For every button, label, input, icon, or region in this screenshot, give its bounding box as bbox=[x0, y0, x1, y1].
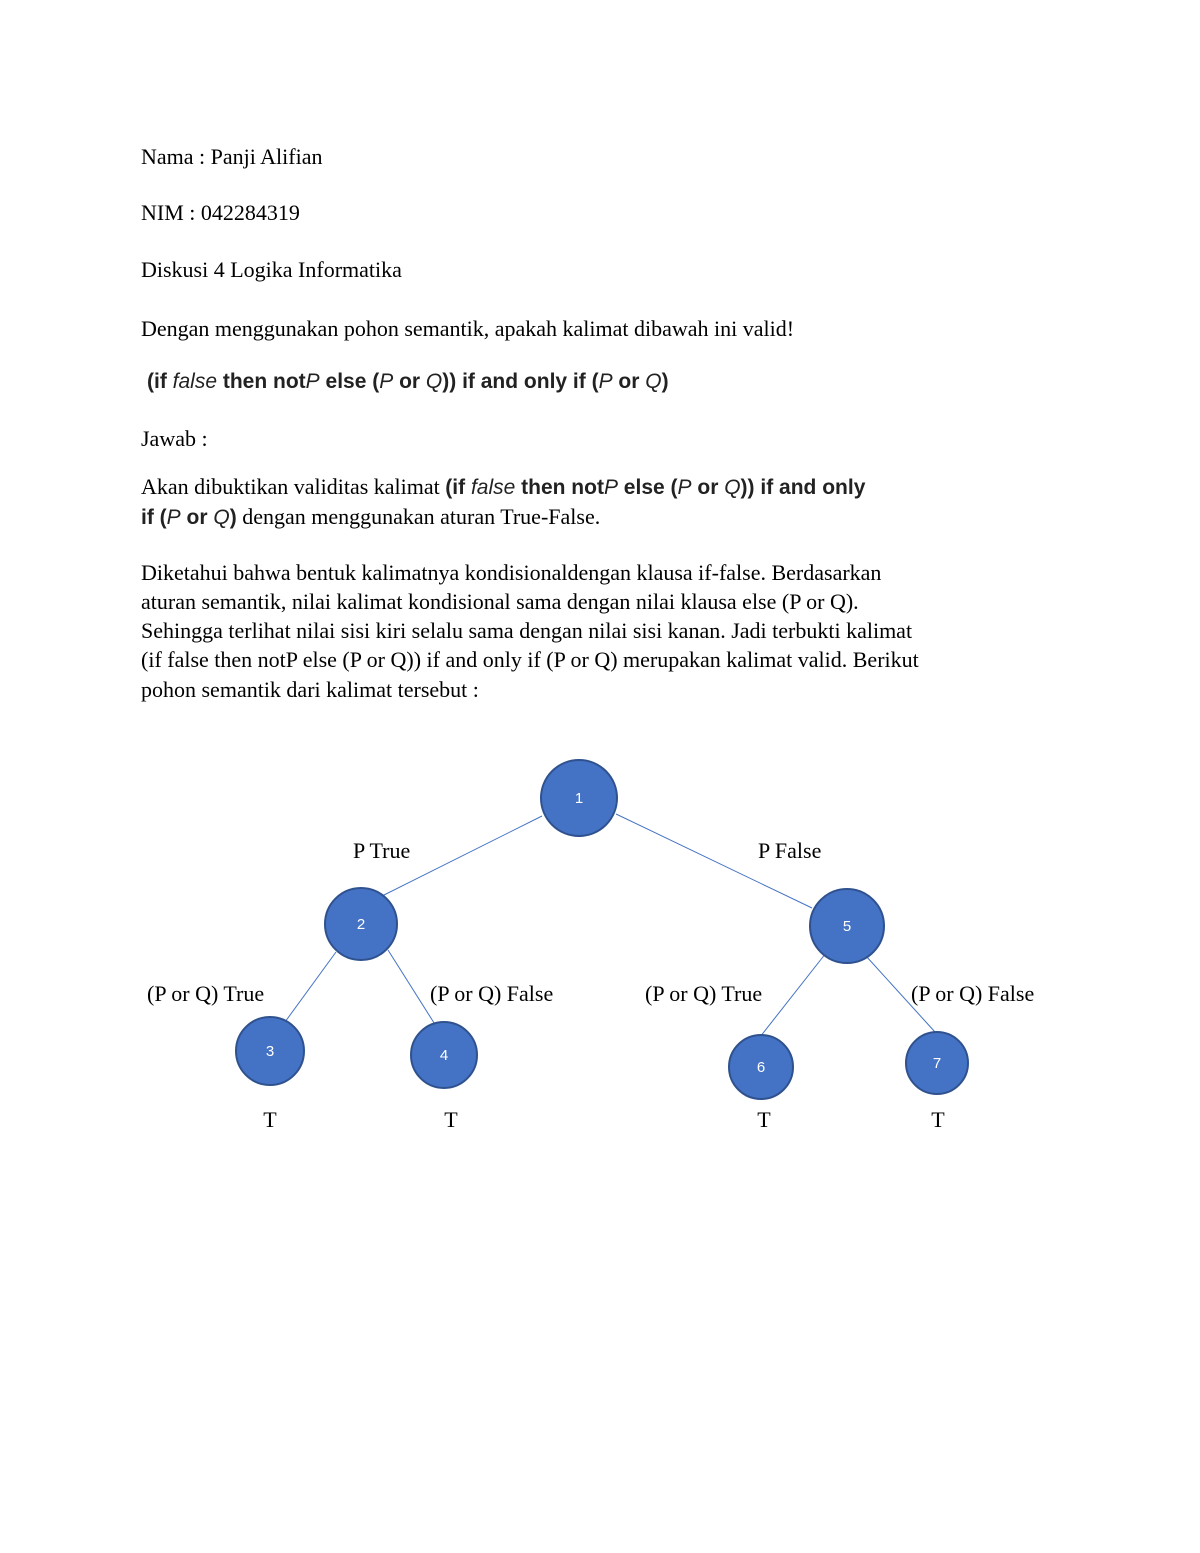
tree-node-3 bbox=[236, 1017, 304, 1085]
leaf-value-3: T bbox=[263, 1107, 277, 1132]
formula-part: if ( bbox=[141, 506, 167, 529]
tree-node-5 bbox=[810, 889, 884, 963]
tree-node-7 bbox=[906, 1032, 968, 1094]
intro-text: Akan dibuktikan validitas kalimat bbox=[141, 474, 446, 499]
leaf-value-7: T bbox=[931, 1107, 945, 1132]
paragraph-line: (if false then notP else (P or Q)) if and only if (P or Q) merupakan kalimat valid. Berikut bbox=[141, 647, 919, 672]
formula-part: else ( bbox=[319, 370, 380, 393]
formula-var: Q bbox=[213, 506, 230, 529]
intro-formula-2 bbox=[141, 506, 237, 529]
formula-var: Q bbox=[425, 370, 443, 393]
question-formula bbox=[147, 368, 669, 396]
formula-part: ) bbox=[229, 506, 237, 529]
edge-label-pq-false-left: (P or Q) False bbox=[430, 981, 554, 1006]
answer-label: Jawab : bbox=[141, 426, 208, 451]
edge-2-4 bbox=[388, 950, 436, 1026]
edge-5-6 bbox=[760, 953, 826, 1037]
formula-var: P bbox=[166, 506, 181, 529]
intro-text: dengan menggunakan aturan True-False. bbox=[236, 504, 601, 529]
intro-formula-1 bbox=[445, 476, 865, 499]
formula-part: )) if and only bbox=[740, 476, 866, 499]
edge-label-pq-true-left: (P or Q) True bbox=[147, 981, 265, 1006]
formula-part: (if bbox=[445, 476, 471, 499]
formula-part: )) if and only if ( bbox=[442, 370, 599, 393]
formula-var: P bbox=[305, 370, 320, 393]
formula-part: (if bbox=[147, 370, 173, 393]
formula-var: Q bbox=[645, 370, 662, 393]
paragraph-line: aturan semantik, nilai kalimat kondisional sama dengan nilai klausa else (P or Q). bbox=[141, 589, 859, 614]
formula-part: or bbox=[393, 370, 426, 393]
formula-part: then not bbox=[515, 476, 604, 499]
student-nim: NIM : 042284319 bbox=[141, 200, 300, 225]
paragraph-line: pohon semantik dari kalimat tersebut : bbox=[141, 677, 479, 702]
node-label: 6 bbox=[756, 1059, 766, 1076]
node-label: 2 bbox=[356, 916, 366, 933]
edge-label-p-true: P True bbox=[353, 838, 411, 863]
paragraph-line: Diketahui bahwa bentuk kalimatnya kondisionaldengan klausa if-false. Berdasarkan bbox=[141, 560, 882, 585]
formula-false: false bbox=[172, 370, 218, 393]
node-label: 7 bbox=[932, 1055, 942, 1072]
node-label: 1 bbox=[574, 790, 584, 807]
paragraph-line: Sehingga terlihat nilai sisi kiri selalu sama dengan nilai sisi kanan. Jadi terbukti kalimat bbox=[141, 618, 913, 643]
formula-var: P bbox=[598, 370, 613, 393]
node-label: 4 bbox=[439, 1047, 449, 1064]
edge-2-3 bbox=[285, 952, 336, 1022]
tree-node-4 bbox=[411, 1022, 477, 1088]
formula-part: or bbox=[612, 370, 646, 393]
formula-var: P bbox=[379, 370, 394, 393]
formula-var: P bbox=[603, 476, 618, 499]
formula-part: or bbox=[691, 476, 725, 499]
question-text: Dengan menggunakan pohon semantik, apakah kalimat dibawah ini valid! bbox=[141, 316, 795, 341]
formula-var: Q bbox=[724, 476, 741, 499]
edge-label-pq-true-right: (P or Q) True bbox=[645, 981, 763, 1006]
leaf-value-6: T bbox=[757, 1107, 771, 1132]
formula-part: or bbox=[180, 506, 214, 529]
tree-node-2 bbox=[325, 888, 397, 960]
formula-part: then not bbox=[217, 370, 306, 393]
leaf-value-4: T bbox=[444, 1107, 458, 1132]
answer-intro-line-2 bbox=[141, 503, 600, 532]
edge-label-p-false: P False bbox=[758, 838, 822, 863]
formula-part: else ( bbox=[617, 476, 678, 499]
formula-var: P bbox=[677, 476, 692, 499]
edge-label-pq-false-right: (P or Q) False bbox=[911, 981, 1035, 1006]
discussion-title: Diskusi 4 Logika Informatika bbox=[141, 257, 402, 282]
student-name: Nama : Panji Alifian bbox=[141, 144, 323, 169]
answer-intro-line-1 bbox=[141, 473, 865, 502]
formula-part: ) bbox=[661, 370, 669, 393]
node-label: 3 bbox=[265, 1043, 275, 1060]
semantic-tree bbox=[0, 740, 1200, 1160]
node-label: 5 bbox=[842, 918, 852, 935]
tree-node-1 bbox=[541, 760, 617, 836]
tree-node-6 bbox=[729, 1035, 793, 1099]
formula-false: false bbox=[470, 476, 516, 499]
